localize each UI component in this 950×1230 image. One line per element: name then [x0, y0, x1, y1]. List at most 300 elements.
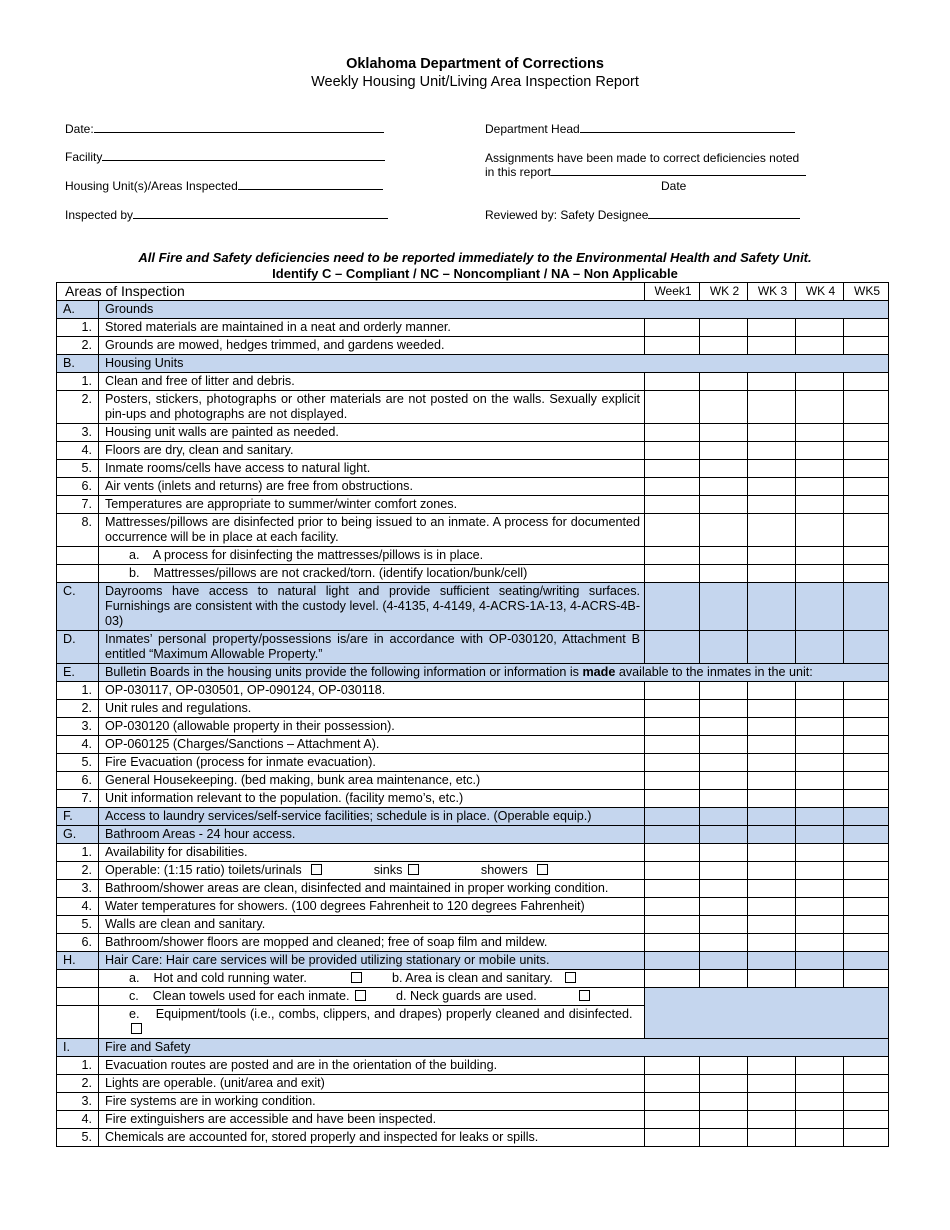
- label-part: available to the inmates in the unit:: [615, 665, 813, 679]
- row-text: Inmate rooms/cells have access to natural light.: [99, 460, 645, 478]
- week-cell[interactable]: [700, 373, 748, 391]
- section-number: G.: [57, 826, 99, 844]
- week-cell[interactable]: [844, 319, 889, 337]
- week-cell[interactable]: [748, 700, 796, 718]
- week-cell[interactable]: [700, 1057, 748, 1075]
- hot-cold-water-checkbox[interactable]: [351, 972, 362, 983]
- week-cell[interactable]: [645, 970, 700, 988]
- week-cell[interactable]: [844, 424, 889, 442]
- week-cell[interactable]: [844, 718, 889, 736]
- row-number: 3.: [57, 718, 99, 736]
- week-cell[interactable]: [748, 736, 796, 754]
- week-cell[interactable]: [748, 373, 796, 391]
- week-cell[interactable]: [844, 1093, 889, 1111]
- week-cell[interactable]: [796, 772, 844, 790]
- week-cell[interactable]: [700, 565, 748, 583]
- week-cell[interactable]: [844, 898, 889, 916]
- week-cell[interactable]: [796, 898, 844, 916]
- clean-towels-checkbox[interactable]: [355, 990, 366, 1001]
- week-cell[interactable]: [748, 790, 796, 808]
- week-cell[interactable]: [700, 631, 748, 664]
- week-cell[interactable]: [844, 460, 889, 478]
- week-cell[interactable]: [796, 514, 844, 547]
- week-cell[interactable]: [645, 682, 700, 700]
- week-cell[interactable]: [796, 916, 844, 934]
- week-cell[interactable]: [796, 583, 844, 631]
- week-cell[interactable]: [844, 790, 889, 808]
- week-cell[interactable]: [796, 790, 844, 808]
- week-cell[interactable]: [700, 391, 748, 424]
- row-text: a. A process for disinfecting the mattresses/pillows is in place.: [99, 547, 645, 565]
- week-cell[interactable]: [796, 373, 844, 391]
- row-text: OP-060125 (Charges/Sanctions – Attachment A).: [99, 736, 645, 754]
- week-cell[interactable]: [748, 547, 796, 565]
- week-cell[interactable]: [844, 514, 889, 547]
- week-cell[interactable]: [700, 880, 748, 898]
- row-number: 8.: [57, 514, 99, 547]
- dept-head-field[interactable]: [485, 122, 795, 136]
- row-text: [99, 970, 645, 988]
- row-text: Floors are dry, clean and sanitary.: [99, 442, 645, 460]
- section-number: B.: [57, 355, 99, 373]
- week-cell[interactable]: [844, 754, 889, 772]
- section-laundry: [57, 808, 889, 826]
- table-row: [57, 844, 889, 862]
- table-row: [57, 565, 889, 583]
- week-cell[interactable]: [748, 916, 796, 934]
- row-text: OP-030120 (allowable property in their possession).: [99, 718, 645, 736]
- row-number: 2.: [57, 700, 99, 718]
- table-row: [57, 460, 889, 478]
- week-cell[interactable]: [748, 631, 796, 664]
- week-cell[interactable]: [700, 424, 748, 442]
- week-cell[interactable]: [645, 772, 700, 790]
- week-cell[interactable]: [700, 772, 748, 790]
- week-cell[interactable]: [844, 1075, 889, 1093]
- week-cell[interactable]: [700, 496, 748, 514]
- week-cell[interactable]: [645, 736, 700, 754]
- week-cell[interactable]: [700, 916, 748, 934]
- week-cell[interactable]: [748, 478, 796, 496]
- week-cell[interactable]: [700, 1111, 748, 1129]
- week-cell[interactable]: [748, 1129, 796, 1147]
- week-cell[interactable]: [700, 754, 748, 772]
- row-text: Clean and free of litter and debris.: [99, 373, 645, 391]
- week-cell[interactable]: [844, 934, 889, 952]
- week-cell[interactable]: [748, 1075, 796, 1093]
- week-cell[interactable]: [645, 583, 700, 631]
- week-cell[interactable]: [700, 934, 748, 952]
- row-text: Posters, stickers, photographs or other materials are not posted on the walls. Sexually explicit pin-ups and photographs are not displayed.: [99, 391, 645, 424]
- row-number: 1.: [57, 844, 99, 862]
- areas-header: Areas of Inspection: [57, 283, 645, 301]
- section-grounds: [57, 301, 889, 319]
- table-row: [57, 373, 889, 391]
- section-housing-units: [57, 355, 889, 373]
- week-cell[interactable]: [748, 970, 796, 988]
- week-cell[interactable]: [796, 442, 844, 460]
- week-cell[interactable]: [844, 736, 889, 754]
- week-cell[interactable]: [796, 736, 844, 754]
- week-cell[interactable]: [645, 808, 700, 826]
- week-cell[interactable]: [844, 880, 889, 898]
- week-cell[interactable]: [645, 460, 700, 478]
- week-cell[interactable]: [748, 496, 796, 514]
- row-number: 3.: [57, 880, 99, 898]
- week-cell[interactable]: [645, 337, 700, 355]
- week-cell[interactable]: [700, 583, 748, 631]
- week-cell[interactable]: [645, 319, 700, 337]
- week-cell[interactable]: [796, 808, 844, 826]
- section-number: A.: [57, 301, 99, 319]
- week-cell[interactable]: [796, 337, 844, 355]
- week-cell[interactable]: [748, 844, 796, 862]
- week-cell[interactable]: [700, 460, 748, 478]
- week-cell[interactable]: [796, 319, 844, 337]
- assignments-date-label: Date: [661, 179, 687, 193]
- table-row: [57, 736, 889, 754]
- row-number: 7.: [57, 790, 99, 808]
- week-cell[interactable]: [796, 754, 844, 772]
- table-row: [57, 772, 889, 790]
- row-text: Housing unit walls are painted as needed.: [99, 424, 645, 442]
- week-cell[interactable]: [844, 631, 889, 664]
- week-cell[interactable]: [700, 844, 748, 862]
- week-cell[interactable]: [700, 700, 748, 718]
- row-text: Bathroom/shower areas are clean, disinfected and maintained in proper working condition.: [99, 880, 645, 898]
- row-text: Fire systems are in working condition.: [99, 1093, 645, 1111]
- week-cell[interactable]: [700, 1075, 748, 1093]
- row-number: 4.: [57, 898, 99, 916]
- row-text: Bathroom/shower floors are mopped and cleaned; free of soap film and mildew.: [99, 934, 645, 952]
- week-cell[interactable]: [844, 682, 889, 700]
- week-cell[interactable]: [645, 700, 700, 718]
- label-part: Bulletin Boards in the housing units provide the following information or information is: [105, 665, 583, 679]
- row-text: [99, 862, 645, 880]
- week-cell[interactable]: [844, 496, 889, 514]
- week-cell[interactable]: [796, 682, 844, 700]
- week1-header: Week1: [645, 283, 700, 301]
- section-label: Hair Care: Hair care services will be provided utilizing stationary or mobile units.: [99, 952, 645, 970]
- table-row: [57, 682, 889, 700]
- housing-label: Housing Unit(s)/Areas Inspected: [65, 179, 238, 193]
- row-number: 1.: [57, 319, 99, 337]
- week-cell[interactable]: [645, 916, 700, 934]
- table-row: [57, 1111, 889, 1129]
- row-number: 4.: [57, 442, 99, 460]
- week-cell[interactable]: [796, 565, 844, 583]
- week-cell[interactable]: [748, 880, 796, 898]
- week-cell[interactable]: [748, 424, 796, 442]
- week-cell[interactable]: [645, 496, 700, 514]
- week-cell[interactable]: [844, 916, 889, 934]
- row-text: Water temperatures for showers. (100 degrees Fahrenheit to 120 degrees Fahrenheit): [99, 898, 645, 916]
- week-cell[interactable]: [844, 700, 889, 718]
- week-cell[interactable]: [700, 718, 748, 736]
- reviewed-by-label: Reviewed by: Safety Designee: [485, 208, 649, 222]
- section-label: [99, 664, 889, 682]
- row-number: 1.: [57, 1057, 99, 1075]
- facility-label: Facility: [65, 150, 103, 164]
- clean-towels-label: c. Clean towels used for each inmate.: [129, 989, 350, 1003]
- week-cell[interactable]: [645, 880, 700, 898]
- week-cell[interactable]: [796, 700, 844, 718]
- week-cell[interactable]: [844, 565, 889, 583]
- week-cell[interactable]: [796, 478, 844, 496]
- row-number: 5.: [57, 1129, 99, 1147]
- week-cell[interactable]: [748, 460, 796, 478]
- section-label: Housing Units: [99, 355, 889, 373]
- week-cell[interactable]: [844, 1111, 889, 1129]
- week-cell[interactable]: [796, 934, 844, 952]
- table-row: [57, 337, 889, 355]
- row-text: Fire Evacuation (process for inmate evacuation).: [99, 754, 645, 772]
- week-cell[interactable]: [748, 682, 796, 700]
- week-cell[interactable]: [748, 391, 796, 424]
- week-cell[interactable]: [748, 934, 796, 952]
- week-cell[interactable]: [844, 442, 889, 460]
- section-label: Dayrooms have access to natural light and provide sufficient seating/writing surfaces. Furnishings are consistent with the custody level. (4-4135, 4-4149, 4-ACRS-1A-13, 4-ACRS-4B-03): [99, 583, 645, 631]
- week-cell[interactable]: [796, 1075, 844, 1093]
- week5-header: WK5: [844, 283, 889, 301]
- week-cell[interactable]: [796, 631, 844, 664]
- table-row: [57, 391, 889, 424]
- table-row: [57, 880, 889, 898]
- week-cell[interactable]: [645, 1057, 700, 1075]
- week-cell[interactable]: [645, 424, 700, 442]
- showers-checkbox[interactable]: [537, 864, 548, 875]
- week-cell[interactable]: [796, 880, 844, 898]
- dept-head-label: Department Head: [485, 122, 580, 136]
- facility-field[interactable]: [65, 150, 385, 164]
- table-row: [57, 916, 889, 934]
- week-cell[interactable]: [645, 898, 700, 916]
- week-cell[interactable]: [796, 424, 844, 442]
- table-row: [57, 970, 889, 988]
- section-bathroom: [57, 826, 889, 844]
- week-cell[interactable]: [796, 460, 844, 478]
- week-cell[interactable]: [700, 736, 748, 754]
- table-row: [57, 478, 889, 496]
- week-cell[interactable]: [796, 391, 844, 424]
- row-number: 6.: [57, 934, 99, 952]
- week-cell[interactable]: [748, 1093, 796, 1111]
- row-text: Unit rules and regulations.: [99, 700, 645, 718]
- row-text: Walls are clean and sanitary.: [99, 916, 645, 934]
- week-cell[interactable]: [844, 391, 889, 424]
- row-text: Grounds are mowed, hedges trimmed, and gardens weeded.: [99, 337, 645, 355]
- week-cell[interactable]: [844, 970, 889, 988]
- week-cell[interactable]: [796, 970, 844, 988]
- neck-guards-checkbox[interactable]: [579, 990, 590, 1001]
- area-clean-checkbox[interactable]: [565, 972, 576, 983]
- section-dayrooms: [57, 583, 889, 631]
- week-cell[interactable]: [748, 514, 796, 547]
- week-cell[interactable]: [748, 319, 796, 337]
- row-number: 6.: [57, 478, 99, 496]
- week-cell[interactable]: [645, 1111, 700, 1129]
- week-cell[interactable]: [796, 1129, 844, 1147]
- section-label: Bathroom Areas - 24 hour access.: [99, 826, 645, 844]
- week-cell[interactable]: [748, 862, 796, 880]
- notice-line-2: Identify C – Compliant / NC – Noncompliant / NA – Non Applicable: [272, 266, 678, 281]
- week-cell[interactable]: [748, 583, 796, 631]
- shaded-cell: [645, 988, 889, 1039]
- section-label: Inmates’ personal property/possessions is/are in accordance with OP-030120, Attachment B entitled “Maximum Allowable Property.”: [99, 631, 645, 664]
- week-cell[interactable]: [700, 682, 748, 700]
- week-cell[interactable]: [748, 718, 796, 736]
- week-cell[interactable]: [796, 547, 844, 565]
- week-cell[interactable]: [796, 718, 844, 736]
- week-cell[interactable]: [700, 514, 748, 547]
- week-cell[interactable]: [700, 790, 748, 808]
- section-number: I.: [57, 1039, 99, 1057]
- week-cell[interactable]: [700, 442, 748, 460]
- week-cell[interactable]: [700, 1129, 748, 1147]
- toilets-label: Operable: (1:15 ratio) toilets/urinals: [105, 863, 302, 877]
- week-cell[interactable]: [844, 808, 889, 826]
- week-cell[interactable]: [796, 496, 844, 514]
- section-label: Access to laundry services/self-service facilities; schedule is in place. (Operable equip.): [99, 808, 645, 826]
- week-cell[interactable]: [700, 898, 748, 916]
- row-text: Lights are operable. (unit/area and exit): [99, 1075, 645, 1093]
- week-cell[interactable]: [645, 631, 700, 664]
- week-cell[interactable]: [645, 391, 700, 424]
- week-cell[interactable]: [645, 565, 700, 583]
- week-cell[interactable]: [645, 718, 700, 736]
- table-row: [57, 496, 889, 514]
- week-cell[interactable]: [796, 844, 844, 862]
- row-text: Evacuation routes are posted and are in the orientation of the building.: [99, 1057, 645, 1075]
- week-cell[interactable]: [748, 808, 796, 826]
- row-number: 2.: [57, 337, 99, 355]
- row-number: 5.: [57, 754, 99, 772]
- row-text: OP-030117, OP-030501, OP-090124, OP-030118.: [99, 682, 645, 700]
- table-row: [57, 442, 889, 460]
- week-cell[interactable]: [645, 478, 700, 496]
- table-row: [57, 1057, 889, 1075]
- week-cell[interactable]: [645, 844, 700, 862]
- assignments-text: Assignments have been made to correct deficiencies noted: [485, 151, 800, 165]
- row-number: 5.: [57, 916, 99, 934]
- notice-line-1: All Fire and Safety deficiencies need to be reported immediately to the Environmental Health and Safety Unit.: [138, 250, 812, 265]
- row-number: 5.: [57, 460, 99, 478]
- equipment-checkbox[interactable]: [131, 1023, 142, 1034]
- week-cell[interactable]: [700, 1093, 748, 1111]
- week-cell[interactable]: [645, 373, 700, 391]
- table-header-row: [57, 283, 889, 301]
- table-row: [57, 718, 889, 736]
- table-row: [57, 1075, 889, 1093]
- equipment-label: e. Equipment/tools (i.e., combs, clippers, and drapes) properly cleaned and disinfected.: [129, 1007, 633, 1021]
- row-number: 2.: [57, 391, 99, 424]
- report-subtitle: Weekly Housing Unit/Living Area Inspection Report: [311, 74, 639, 90]
- housing-field[interactable]: [65, 179, 383, 193]
- week-cell[interactable]: [748, 442, 796, 460]
- week-cell[interactable]: [748, 565, 796, 583]
- week-cell[interactable]: [844, 1057, 889, 1075]
- sinks-checkbox[interactable]: [408, 864, 419, 875]
- week-cell[interactable]: [748, 754, 796, 772]
- week-cell[interactable]: [645, 547, 700, 565]
- week-cell[interactable]: [700, 547, 748, 565]
- table-row: [57, 1093, 889, 1111]
- week-cell[interactable]: [748, 1111, 796, 1129]
- week-cell[interactable]: [844, 583, 889, 631]
- week-cell[interactable]: [748, 337, 796, 355]
- section-property: [57, 631, 889, 664]
- week-cell[interactable]: [645, 790, 700, 808]
- row-number: 6.: [57, 772, 99, 790]
- table-row: [57, 547, 889, 565]
- assignments-label: in this report: [485, 165, 552, 179]
- week-cell[interactable]: [844, 478, 889, 496]
- week-cell[interactable]: [700, 478, 748, 496]
- section-number: E.: [57, 664, 99, 682]
- week-cell[interactable]: [796, 862, 844, 880]
- week-cell[interactable]: [645, 754, 700, 772]
- week-cell[interactable]: [748, 1057, 796, 1075]
- week-cell[interactable]: [700, 862, 748, 880]
- week-cell[interactable]: [844, 1129, 889, 1147]
- toilets-checkbox[interactable]: [311, 864, 322, 875]
- week-cell[interactable]: [645, 1093, 700, 1111]
- table-row: [57, 1129, 889, 1147]
- week-cell[interactable]: [700, 337, 748, 355]
- date-label: Date:: [65, 122, 94, 136]
- table-row: [57, 898, 889, 916]
- report-title: Oklahoma Department of Corrections: [346, 56, 604, 72]
- table-row: [57, 934, 889, 952]
- week-cell[interactable]: [645, 1075, 700, 1093]
- week-cell[interactable]: [844, 373, 889, 391]
- week-cell[interactable]: [645, 1129, 700, 1147]
- week-cell[interactable]: [844, 844, 889, 862]
- date-field[interactable]: [65, 122, 384, 136]
- week-cell[interactable]: [748, 772, 796, 790]
- reviewed-by-field[interactable]: [485, 208, 800, 222]
- assignments-field[interactable]: [485, 165, 806, 179]
- week-cell[interactable]: [645, 862, 700, 880]
- section-number: F.: [57, 808, 99, 826]
- row-text: b. Mattresses/pillows are not cracked/torn. (identify location/bunk/cell): [99, 565, 645, 583]
- week-cell[interactable]: [796, 1111, 844, 1129]
- week3-header: WK 3: [748, 283, 796, 301]
- row-text: General Housekeeping. (bed making, bunk area maintenance, etc.): [99, 772, 645, 790]
- week-cell[interactable]: [645, 514, 700, 547]
- row-text: Availability for disabilities.: [99, 844, 645, 862]
- week-cell[interactable]: [796, 1093, 844, 1111]
- week2-header: WK 2: [700, 283, 748, 301]
- week-cell[interactable]: [645, 442, 700, 460]
- week-cell[interactable]: [844, 772, 889, 790]
- row-number: 3.: [57, 1093, 99, 1111]
- table-row: [57, 514, 889, 547]
- week-cell[interactable]: [645, 934, 700, 952]
- row-text: Mattresses/pillows are disinfected prior to being issued to an inmate. A process for documented occurrence will be in place at each facility.: [99, 514, 645, 547]
- section-hair-care: [57, 952, 889, 970]
- week-cell[interactable]: [700, 319, 748, 337]
- week-cell[interactable]: [844, 547, 889, 565]
- row-text: Unit information relevant to the population. (facility memo’s, etc.): [99, 790, 645, 808]
- week-cell[interactable]: [844, 862, 889, 880]
- week-cell[interactable]: [700, 808, 748, 826]
- week-cell[interactable]: [844, 337, 889, 355]
- week-cell[interactable]: [700, 970, 748, 988]
- inspected-by-field[interactable]: [65, 208, 388, 222]
- week-cell[interactable]: [748, 898, 796, 916]
- week-cell[interactable]: [796, 1057, 844, 1075]
